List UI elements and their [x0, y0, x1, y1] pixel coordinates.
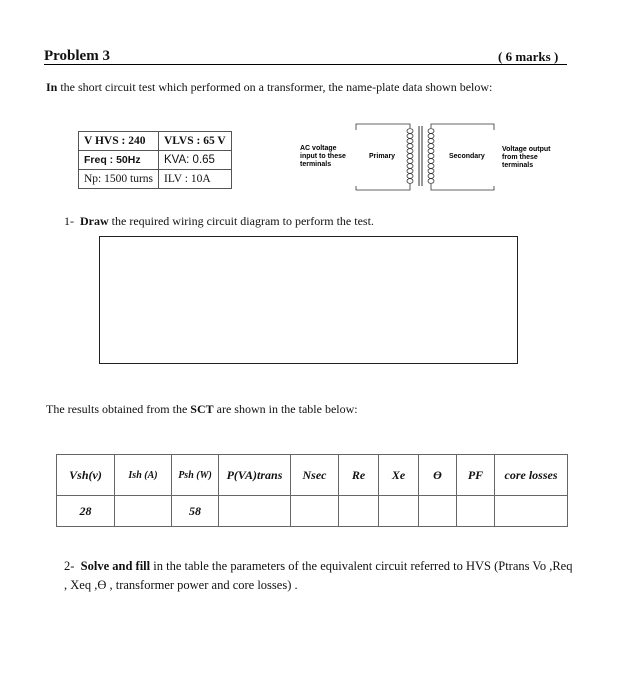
problem-title: Problem 3 [44, 48, 110, 64]
question-2-number: 2- [64, 559, 75, 573]
question-1-bold: Draw [80, 214, 109, 228]
input-label-line1: AC voltage [300, 145, 337, 152]
secondary-bottom-wire [431, 184, 494, 190]
header-psh: Psh (W) [172, 455, 219, 496]
intro-rest: the short circuit test which performed on a transformer, the name-plate data shown below: [57, 80, 493, 94]
primary-bottom-wire [356, 184, 410, 190]
results-text [46, 402, 358, 417]
value-theta[interactable] [419, 496, 457, 527]
nameplate-hv-voltage: V HVS : 240 [79, 132, 159, 151]
header-pf: PF [457, 455, 495, 496]
question-1 [64, 214, 374, 229]
results-suffix: are shown in the table below: [213, 402, 358, 416]
circuit-answer-box[interactable] [99, 236, 518, 364]
value-ish[interactable] [115, 496, 172, 527]
secondary-coil [428, 129, 434, 184]
value-vsh[interactable]: 28 [57, 496, 115, 527]
header-pva-trans: P(VA)trans [219, 455, 291, 496]
results-bold: SCT [190, 402, 214, 416]
header-xe: Xe [379, 455, 419, 496]
header-ish: Ish (A) [115, 455, 172, 496]
header-vsh: Vsh(v) [57, 455, 115, 496]
value-pf[interactable] [457, 496, 495, 527]
header-core-losses: core losses [495, 455, 568, 496]
question-1-number: 1- [64, 214, 74, 228]
question-1-rest: the required wiring circuit diagram to perform the test. [108, 214, 374, 228]
intro-prefix: In [46, 80, 58, 94]
output-label-line3: terminals [502, 162, 534, 169]
primary-coil [407, 129, 413, 184]
input-label-line2: input to these [300, 153, 346, 160]
results-prefix: The results obtained from the [46, 402, 191, 416]
value-xe[interactable] [379, 496, 419, 527]
secondary-top-wire [431, 124, 494, 130]
header-nsec: Nsec [291, 455, 339, 496]
header-theta: Ө [419, 455, 457, 496]
question-2-rest: in the table the parameters of the equivalent circuit referred to HVS (Ptrans Vo ,Req , Xeq ,Ө , transformer power and core losses) . [64, 559, 573, 592]
value-re[interactable] [339, 496, 379, 527]
nameplate-lv-voltage: VLVS : 65 V [159, 132, 232, 151]
nameplate-kva: KVA: 0.65 [159, 151, 232, 170]
output-label-line2: from these [502, 154, 538, 161]
nameplate-frequency: Freq : 50Hz [79, 151, 159, 170]
secondary-label: Secondary [449, 153, 485, 160]
nameplate-primary-turns: Np: 1500 turns [79, 170, 159, 189]
primary-top-wire [356, 124, 410, 130]
nameplate-lv-current: ILV : 10A [159, 170, 232, 189]
value-pva-trans[interactable] [219, 496, 291, 527]
value-core-losses[interactable] [495, 496, 568, 527]
intro-text [46, 80, 492, 95]
value-psh[interactable]: 58 [172, 496, 219, 527]
nameplate-table [78, 131, 232, 189]
results-table [56, 454, 568, 527]
output-label-line1: Voltage output [502, 146, 551, 153]
marks-label: ( 6 marks ) [498, 49, 559, 64]
input-label-line3: terminals [300, 161, 332, 168]
title-rule [44, 64, 567, 65]
value-nsec[interactable] [291, 496, 339, 527]
header-re: Re [339, 455, 379, 496]
question-2-bold: Solve and fill [80, 559, 151, 573]
question-2 [64, 557, 574, 595]
primary-label: Primary [369, 153, 396, 160]
transformer-diagram [298, 120, 570, 192]
